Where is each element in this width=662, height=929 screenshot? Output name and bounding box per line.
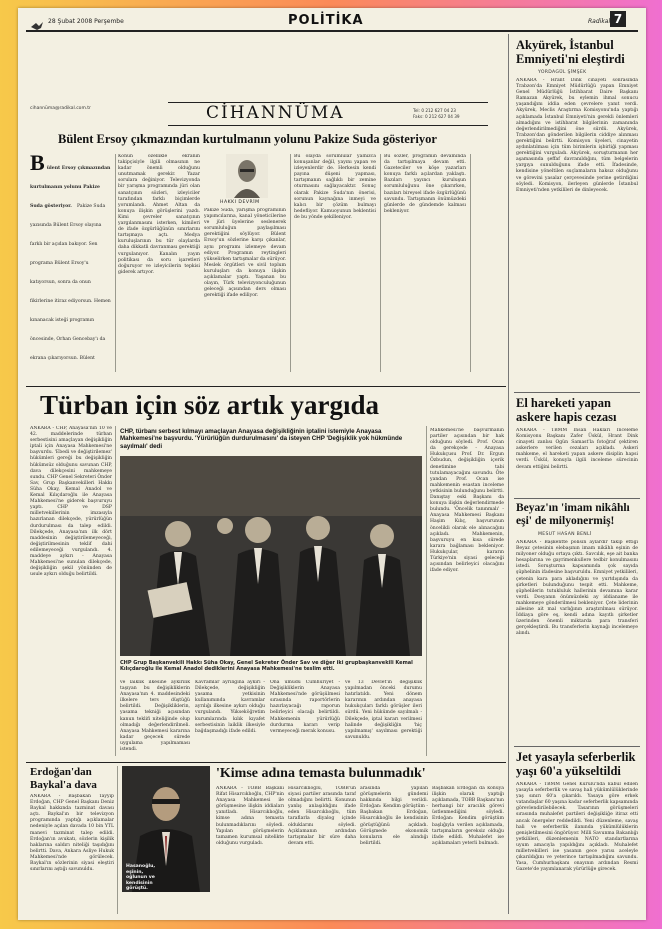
column-title: CİHANNÜMA <box>206 103 345 123</box>
baykal-headline: Erdoğan'dan Baykal'a dava <box>30 766 97 791</box>
turban-photo <box>120 456 422 656</box>
kimse-col3: arasında yapılan görüşmelerin gündemi hakkında bilgi verildi. Erdoğan: Kendim görüştüm - Başbakan Erdoğan, Hisarcıklıoğlu ile kendisinin görüştüğünü açıkladı. Görüşmede ekonomik konuların ele alındığı belirtildi. <box>360 786 428 846</box>
column-contact-fax: Faks: 0 212 627 04 39 <box>413 114 460 119</box>
author-portrait-icon <box>226 154 268 198</box>
column-text-col5: Bu sözler, programın devamında da tartışılmaya devam etti. Gazeteciler ve köşe yazarları konuya farklı açılardan yaklaştı. Bazıları yayıncı kuruluşun sorumluluğunu öne çıkarırken, bazıları bireysel ifade özgürlüğünü savundu. Tartışmanın önümüzdeki günlerde de gündemde kalması bekleniyor. <box>384 154 466 214</box>
kimse-col4: Başbakan Erdoğan da konuya ilişkin olarak yaptığı açıklamada, TOBB Başkanı'nın herhangi bir aracılık görevi üstlenmediğini söyledi. Erdoğan: Kendim görüştüm başlığıyla verilen açıklamada, tartışmaların gereksiz olduğu ifade edildi. Muhalefet ise açıklamaları yeterli bulmadı. <box>432 786 504 846</box>
turban-col5: ve 13 Devlet'in değişiklik yapılmadan önceki durumu hatırlatıldı. Yeni dönem kararının ardından anayasa hukukçuları farklı görüşler ileri sürdü. Yeni hükümde sayılmalı - Dilekçede, iptal kararı verilmesi halinde değişikliğin 'hiç yapılmamış' sayılması gerektiği savunuldu. <box>345 680 422 740</box>
section-title: POLİTİKA <box>288 13 364 28</box>
group-photo-icon <box>120 456 422 656</box>
seferberlik-headline: Jet yasayla seferberlik yaşı 60'a yükseltildi <box>516 750 636 778</box>
akyurek-headline: Akyürek, İstanbul Emniyeti'ni eleştirdi <box>516 38 625 66</box>
column-text-col4: Bu olayda sorumlular yalnızca konuşanlar değil, yayını yapan ve izleyenlerdir de. Herkesin kendi payına düşeni yapması, tartışmanın sağlıklı bir zemine oturmasını sağlayacaktır. Sonuç olarak Pakize Suda'nın önerisi, sorunun kaynağına inmeyi ve kalıcı bir çözüm bulmayı hedefliyor. Kamuoyunun beklentisi de bu yönde şekilleniyor. <box>294 154 376 220</box>
asker-body: ANKARA - TBMM İnsan Hakları İnceleme Komisyonu Başkanı Zafer Üskül, Hrant Dink cinayeti zanlısı Ogün Samast'la fotoğraf çektiren askerlere verilen cezaları açıkladı. Askeri mahkeme, el hareketi yapan askere disiplin hapsi verdi. Üskül, konuyla ilgili inceleme sürecinin devam ettiğini belirtti. <box>516 428 638 470</box>
bird-logo-icon <box>30 16 44 26</box>
column-headline: Bülent Ersoy çıkmazından kurtulmanın yolunu Pakize Suda gösteriyor <box>58 132 437 146</box>
turban-left-col: ANKARA - CHP, Anayasa'nın 10 ve 42. maddelerinde türban serbestisini amaçlayan değişikliğin iptali için Anayasa Mahkemesi'ne başvurdu. 'Ebedi ve değiştirilemez' hükümleri gereği bu değişikliğin hükümsüz olduğunu savunan CHP, dava dilekçesini mahkemeye sundu. CHP Genel Sekreteri Önder Sav, Grup Başkanvekilleri Hakkı Süha Okay, Kemal Anadol ve Kemal Kılıçdaroğlu ile Anayasa Mahkemesi'ne giderek başvuruyu yaptı. CHP ve DSP milletvekillerinin imzasıyla hazırlanan dilekçede, yürürlüğün durdurulması da talep edildi. Dilekçede, Anayasa'nın ilk dört maddesinin değiştirilemeyeceği, değiştirilmesinin teklif dahi edilemeyeceği vurgulandı. 4. maddeye aykırı - Anayasa Mahkemesi'ne sunulan dilekçede, değişikliğin şekil yönünden de usule aykırı olduğu belirtildi. <box>30 426 112 578</box>
beyaz-byline: MESUT HASAN BENLİ <box>538 532 592 537</box>
column-text-col1: Pakize Suda yazısında Bülent Ersoy olayına farklı bir açıdan bakıyor. Sen programa Bülent Ersoy'u katıyorsun, sonra da onun fikirlerine itiraz ediyorsun. Hemen kınanacak isteği programın öncesinde, Orhan Gencebay'ı da ekrana çıkarıyorsun. Bülent <box>30 204 111 361</box>
baykal-body: ANKARA - Başbakan Tayyip Erdoğan, CHP Genel Başkanı Deniz Baykal hakkında tazminat davası açtı. Baykal'ın bir televizyon programında yaptığı açıklamalar nedeniyle açılan davada 10 bin YTL manevi tazminat talep edildi. Erdoğan'ın avukatı, sözlerin kişilik haklarına saldırı niteliği taşıdığını belirtti. Dava, Ankara Asliye Hukuk Mahkemesi'nde görülecek. Baykal'ın sözlerinin siyasi eleştiri sınırlarını aştığı savunuldu. <box>30 794 114 873</box>
column-email: cihannüma@radikal.com.tr <box>30 106 91 111</box>
newspaper-page <box>18 8 646 920</box>
turban-side-col: Mahkemesi'ne başvurmanın partiler açısından bir hak olduğunu söyledi. Prof. Ocan da gerekçede - Anayasa Hukukçusu Prof. Dr. Ergun Özbudun, değişikliğin içerik denetimine tabi tutulamayacağını savundu. Öte yandan Prof. Ocan ise mahkemenin esastan inceleme yetkisinin bulunduğunu belirtti. Danıştay eski Başkanı da konuya ilişkin değerlendirmede bulundu. 'Öncelik tanınmalı' - Anayasa Mahkemesi Başkanı Haşim Kılıç, başvurunun öncelikli olarak ele alınacağını açıkladı. Mahkemenin, başvuruyu en kısa sürede karara bağlaması bekleniyor. Hukukçular, kararın Türkiye'nin siyasi geleceği açısından belirleyici olacağını ifade ediyor. <box>430 428 504 574</box>
issue-date: 28 Şubat 2008 Perşembe <box>48 18 124 25</box>
drop-cap: B <box>30 154 45 175</box>
author-caption: HAKKI DEVRİM <box>220 200 260 205</box>
column-text-col3: Pakize Suda, yarışma programının yapımcılarına, kanal yöneticilerine ve jüri üyelerine seslenerek sorumluluğun paylaşılması gerektiğini söylüyor. Bülent Ersoy'un sözlerine karşı çıkanlar, aynı programı izlemeye devam ediyor. Programın reytingleri yükselirken tartışmalar da sürüyor. Meslek örgütleri ve sivil toplum kuruluşları da konuya ilişkin açıklamalar yaptı. Yaşanan bu olayın, Türk televizyonculuğunun geleceği açısından ders olması gerektiği ifade ediliyor. <box>204 208 286 299</box>
paper-name: Radikal <box>588 18 611 25</box>
kimse-headline: 'Kimse adına temasta bulunmadık' <box>216 766 426 781</box>
author-photo <box>226 154 268 198</box>
column-body-col1 <box>30 154 112 372</box>
seferberlik-body: ANKARA - TBMM Genel Kurulu'nda kabul edilen yasayla seferberlik ve savaş hali yükümlülüklerinde yaş sınırı 60'a çıkarıldı. Yasaya göre erkek vatandaşlar 60 yaşına kadar seferberlik kapsamında görevlendirilebilecek. Tasarının görüşmeleri sırasında muhalefet partileri değişikliğe itiraz etti ancak önergeler reddedildi. Yeni düzenleme, savaş hali ve seferberlik ilanında yükümlülüklerin genişletilmesini öngörüyor. Milli Savunma Bakanlığı yetkilileri, düzenlemenin NATO standartlarına uyum amacıyla yapıldığını açıkladı. Muhalefet milletvekilleri ise yasanın gece yarısı aceleyle çıkarıldığını ve yeterince tartışılmadığını savundu. Yasa, Cumhurbaşkanı onayının ardından Resmi Gazete'de yayımlanarak yürürlüğe girecek. <box>516 782 638 873</box>
akyurek-body: ANKARA - Hrant Dink cinayeti sonrasında Trabzon'da Emniyet Müdürlüğü yapan Emniyet Genel Müdürlüğü İstihbarat Daire Başkanı Ramazan Akyürek, bu eylemin ihmal sonucu yaşandığını iddia eden çevrelere yanıt verdi. Akyürek, Meclis Araştırma Komisyonu'nda yaptığı açıklamada İstanbul Emniyeti'nin gerekli önlemleri almadığını ve istihbarat bilgilerinin zamanında değerlendirilmediğini öne sürdü. Akyürek, Trabzon'dan gönderilen bilgilerin ciddiye alınması gerektiğini belirtti. Komisyon üyeleri, cinayetin aydınlatılması için tüm birimlerin işbirliği yapması gerektiğini vurguladı. Akyürek, soruşturmanın her aşamasında şeffaf davranıldığını, tüm belgelerin yargıya sunulduğunu ifade etti. İfadesinde, kendisine yöneltilen suçlamaların haksız olduğunu ve görevini yasalar çerçevesinde yerine getirdiğini söyledi. Komisyon, ilerleyen günlerde İstanbul Emniyeti'nden yetkilileri de dinleyecek. <box>516 78 638 193</box>
turban-col4: Ona umudu Cumhuriyet - Değişikliklerin Anayasa Mahkemesi'nde görüşülmesi sırasında raportörlerin hazırlayacağı raporun belirleyici olacağı belirtildi. Mahkemenin yürürlüğü durdurma kararı verip vermeyeceği merak konusu. <box>270 680 340 734</box>
column-lead: ülent Ersoy çıkmazından kurtulmanın yolunu Pakize Suda gösteriyor. <box>30 166 111 209</box>
turban-photo-caption: CHP Grup Başkanvekili Hakkı Süha Okay, Genel Sekreter Önder Sav ve diğer iki grupbaşkanvekili Kemal Kılıçdaroğlu ile Kemal Anadol dediklerini Anayasa Mahkemesi'ne teslim etti. <box>120 660 413 672</box>
turban-top-rule <box>26 386 506 387</box>
page-number: 7 <box>610 11 626 27</box>
column-text-col2: Konun özellikle ekranın takipçisiyle ilgili olmasının ne kadar önemli olduğunu unutmamak gerekir. Yazar sorulara değiniyor. Televizyonda bir yarışma programında jüri olan sanatçının sözleri, izleyiciler tarafından farklı biçimlerde yorumlandı. Ahmet Altan da konuya ilişkin görüşlerini yazdı. Kimi çevreler sanatçının yargılanmasını isterken, kimileri de ifade özgürlüğünün sınırlarını tartışmaya açtı. Medya kuruluşlarının bu tür olaylarda daha dikkatli davranması gerektiği vurgulanıyor. Kanalın yayın politikası da soru işaretleri doğuruyor ve izleyicilerin tepkisi giderek artıyor. <box>118 154 200 275</box>
asker-headline: El hareketi yapan askere hapis cezası <box>516 396 617 424</box>
akyurek-byline: YORDAGÜL ŞİMŞEK <box>538 70 587 75</box>
kimse-photo-caption: Hasanoğlu, eşinin, oğlunun ve kendisinin görüştü. <box>126 864 156 892</box>
kimse-col2: Hisarcıklıoğlu, TOBB'un siyasi partiler arasında taraf olmadığını belirtti. Konunun yanlış anlaşıldığını ifade eden Hisarcıklıoğlu, tüm taraflarla diyalog içinde olduklarını söyledi. Açıklamanın ardından tartışmalar bir süre daha devam etti. <box>288 786 356 846</box>
turban-col3: Kavramlar ayrılığına aykırı - Dilekçede, değişikliğin yasama yetkisinin kullanımında kavramlar ayrılığı ilkesine aykırı olduğu vurgulandı. Yükseköğretim kurumlarında kılık kıyafet serbestisinin laiklik ilkesiyle bağdaşmadığı ifade edildi. <box>195 680 265 734</box>
beyaz-body: ANKARA - Başkentte polisin aylardır takip ettiği Beyaz çetesinin elebaşının imam nikâhlı eşinin de milyoner olduğu ortaya çıktı. Savcılık, eşe ait banka hesaplarına ve gayrimenkullere tedbir konulmasını istedi. Soruşturma kapsamında çok sayıda şüphelinin ifadesine başvuruldu. Emniyet yetkilileri, çetenin kara para akladığını ve yurtdışında da şirketleri bulunduğunu tespit etti. Mahkeme, şüphelilerin tutukluluk hallerinin devamına karar verdi. Dosyanın önümüzdeki ay iddianame ile mahkemeye gönderilmesi bekleniyor. Çete liderinin ailesine ait mal varlığının araştırılması sürüyor. İddiaya göre eş, kendi adına kayıtlı şirketler üzerinden önemli miktarda para transferi gerçekleştirdi. Bu transferlerin kaynağı incelemeye alındı. <box>516 540 638 637</box>
turban-deck: CHP, türbanı serbest kılmayı amaçlayan Anayasa değişikliğinin iptalini istemiyle Anayasa Mahkemesi'ne başvurdu. 'Yürürlüğün durdurulmasını' da isteyen CHP 'Değişiklik yok hükmünde sayılmalı' dedi <box>120 428 403 450</box>
kimse-col1: ANKARA - TOBB Başkanı Rifat Hisarcıklıoğlu, CHP'nin Anayasa Mahkemesi ile görüşmesine ilişkin iddiaları yanıtladı. Hisarcıklıoğlu, kimse adına temasta bulunmadıklarını söyledi. Yapılan görüşmelerin tamamen kurumsal nitelikte olduğunu vurguladı. <box>216 786 284 846</box>
column-contact-tel: Tel: 0 212 627 04 23 <box>413 108 456 113</box>
bottom-rule <box>26 762 506 763</box>
beyaz-headline: Beyaz'ın 'imam nikâhlı eşi' de milyonermiş! <box>516 502 630 527</box>
turban-headline: Türban için söz artık yargıda <box>40 390 380 420</box>
turban-col2: ve laiklik ilkesine aykırılık taşıyan bu değişikliklerin Anayasa'nın 4. maddesindeki ilkelere ters düştüğü belirtildi. Değişikliklerin, yasama tekniği açısından kanun teklifi niteliğinde olup olmadığı değerlendirilmeli. Anayasa Mahkemesi kararına kadar geçecek sürede uygulama yapılmaması istendi. <box>120 680 190 753</box>
header-rule <box>26 30 638 32</box>
